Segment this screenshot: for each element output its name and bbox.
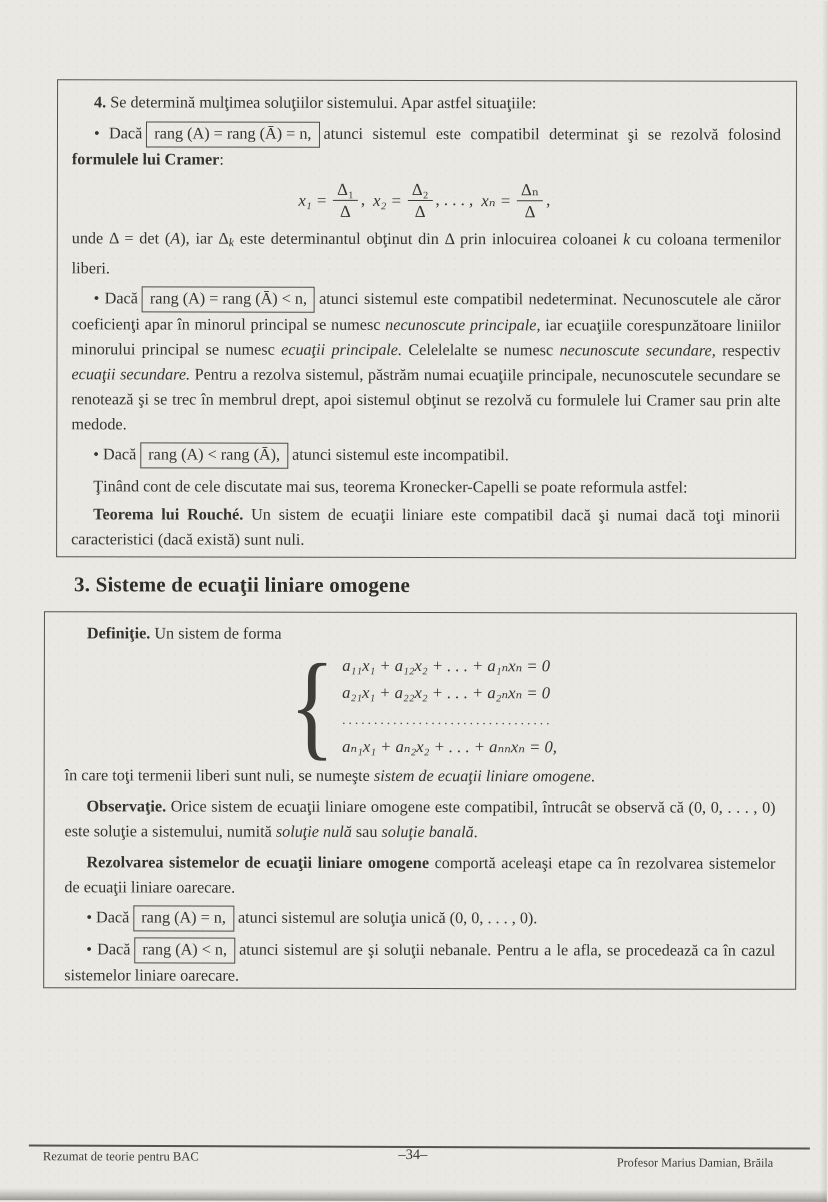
text-run: unde Δ = det ( <box>71 229 171 248</box>
text-run: ecuaţii secundare. <box>71 365 191 384</box>
rang-condition-box: rang (A) = rang (Ā) = n, <box>146 121 319 147</box>
text-run: sau <box>351 822 382 841</box>
bullet-lead: • Dacă <box>93 124 143 143</box>
bullet-lead: • Dacă <box>93 289 138 308</box>
cramer-formula <box>72 179 781 223</box>
text-run: este determinantul obţinut din Δ prin inlocuirea coloanei <box>233 229 624 249</box>
formula-separator: , <box>360 190 366 210</box>
text-run: atunci sistemul este compatibil nedeterminat. Necunoscutele ale căror coeficienţi apar în minorul principal se numesc <box>71 290 781 335</box>
text-run: respectiv <box>715 341 781 360</box>
text-run: Ţinând cont de cele discutate mai sus, teorema Kronecker-Capelli se poate reformula astfel: <box>93 477 688 497</box>
bullet-solutia-unica <box>64 906 775 933</box>
equation-dots-row: ................................. <box>342 711 553 728</box>
cramer-xn: xₙ = <box>481 191 512 211</box>
text-run: atunci sistemul are soluţia unică (0, 0, . . . , 0). <box>237 908 538 928</box>
footer-author-label: Profesor Marius Damian, Brăila <box>616 1155 774 1170</box>
step-number: 4. <box>94 93 107 112</box>
text-run: necunoscute principale, <box>385 316 541 335</box>
system-equation-lines <box>342 652 557 760</box>
formula-separator: , <box>546 190 551 210</box>
text-run: . <box>590 767 595 786</box>
cramer-fraction-1 <box>333 179 358 222</box>
bullet-lead: • Dacă <box>86 940 131 959</box>
text-run: k <box>228 236 234 250</box>
cramer-x1: x₁ = <box>298 190 328 210</box>
text-run: Orice sistem de ecuaţii liniare omogene este compatibil, întrucât se observă că (0, 0, . . . , 0) este soluţie a sistemului, numită <box>64 797 776 841</box>
text-run: A <box>170 229 181 248</box>
footer-series-label: Rezumat de teorie pentru BAC <box>42 1149 199 1164</box>
homogeneous-system-equations <box>65 639 776 771</box>
text-run: Rezolvarea sistemelor de ecuaţii liniare omogene <box>86 853 430 872</box>
paragraph-observatie <box>64 794 775 845</box>
homogeneous-systems-box <box>43 611 797 990</box>
text-run: în care toţi termenii liberi sunt nuli, se numeşte <box>64 766 374 786</box>
cramer-x2: x₂ = <box>373 190 402 210</box>
paragraph-rezolvarea <box>64 850 775 901</box>
cramer-fraction-2 <box>408 180 433 223</box>
text-run: ), iar Δ <box>180 229 229 248</box>
bullet-solutii-nebanale <box>64 938 775 990</box>
scan-edge-bottom <box>0 1188 827 1202</box>
fraction-numerator: Δ₂ <box>408 180 433 202</box>
rang-condition-box: rang (A) < rang (Ā), <box>140 443 288 469</box>
section-heading: 3. Sisteme de ecuaţii liniare omogene <box>74 572 411 597</box>
text-run: atunci sistemul este compatibil determinat şi se rezolvă folosind <box>323 124 781 144</box>
text-run: atunci sistemul este incompatibil. <box>292 446 509 465</box>
text-run: formulele lui Cramer <box>71 150 220 169</box>
cramer-fraction-n <box>517 180 543 223</box>
scan-edge-right <box>820 1 828 1202</box>
text-run: Un sistem de forma <box>150 624 282 643</box>
text-run: soluţie banală <box>381 822 474 842</box>
text-run: Pentru a rezolva sistemul, păstrăm numai ecuaţiile principale, necunoscutele secundare se renotează şi se trec în membrul drept, apoi sistemul obţinut se rezolvă cu formulele lui Cramer sau prin alte medode. <box>71 365 781 433</box>
fraction-numerator: Δ₁ <box>333 179 358 201</box>
paragraph-in-care <box>65 764 776 790</box>
page-number: –34– <box>398 1146 428 1164</box>
text-run: soluţie nulă <box>275 822 352 841</box>
paragraph-step-4 <box>72 90 781 116</box>
left-brace-glyph: { <box>289 639 335 771</box>
bullet-lead: • Dacă <box>86 908 130 927</box>
text-run: necunoscute secundare, <box>559 341 716 360</box>
text-run: Observaţie. <box>86 797 167 816</box>
text-run: atunci sistemul are şi soluţii nebanale. Pentru a le afla, se procedează ca în cazul sistemelor liniare oarecare. <box>64 940 776 985</box>
text-run: cu coloana termenilor liberi. <box>71 230 781 277</box>
paragraph-teorema-rouche <box>71 502 780 553</box>
formula-separator: , . . . , <box>435 190 474 210</box>
paragraph-kronecker-capelli <box>71 475 780 501</box>
fraction-numerator: Δₙ <box>517 180 543 202</box>
paragraph-unde-delta <box>72 227 781 283</box>
text-run: Se determină mulţimea soluţiilor sistemului. Apar astfel situaţiile: <box>106 93 537 113</box>
linear-systems-summary-box <box>56 79 797 559</box>
rang-condition-box: rang (A) = n, <box>133 906 234 932</box>
bullet-compatibil-determinat <box>72 121 781 173</box>
bullet-compatibil-nedeterminat <box>71 287 780 438</box>
text-run: Celelelalte se numesc <box>402 341 560 360</box>
text-run: Teorema lui Rouché. <box>93 505 244 524</box>
bullet-lead: • Dacă <box>93 445 137 464</box>
text-run: ecuaţii principale. <box>281 340 403 360</box>
text-run: k <box>623 230 631 249</box>
text-run: iar ecuaţiile corespunzătoare liniilor minorului principal se numesc <box>71 316 781 359</box>
text-run: : <box>219 150 224 169</box>
text-run: . <box>473 823 478 842</box>
text-run: Definiţie. <box>86 624 151 643</box>
text-run: sistem de ecuaţii liniare omogene <box>373 767 591 786</box>
text-run: Un sistem de ecuaţii liniare este compatibil dacă şi numai dacă toţi minorii caracteristici (dacă există) sunt nuli. <box>71 505 781 549</box>
fraction-denominator: Δ <box>414 202 426 222</box>
paragraph-definitie <box>65 621 776 647</box>
equation-row-n: aₙ₁x₁ + aₙ₂x₂ + . . . + aₙₙxₙ = 0, <box>342 736 557 757</box>
bullet-incompatibil <box>71 443 780 470</box>
rang-condition-box: rang (A) < n, <box>134 938 235 964</box>
fraction-denominator: Δ <box>340 202 351 222</box>
equation-row-1: a₁₁x₁ + a₁₂x₂ + . . . + a₁ₙxₙ = 0 <box>342 655 551 676</box>
fraction-denominator: Δ <box>524 202 536 222</box>
equation-row-2: a₂₁x₁ + a₂₂x₂ + . . . + a₂ₙxₙ = 0 <box>342 682 551 703</box>
text-run: comportă aceleaşi etape ca în rezolvarea sistemelor de ecuaţii liniare oarecare. <box>64 853 776 897</box>
rang-condition-box: rang (A) = rang (Ā) < n, <box>142 287 315 313</box>
